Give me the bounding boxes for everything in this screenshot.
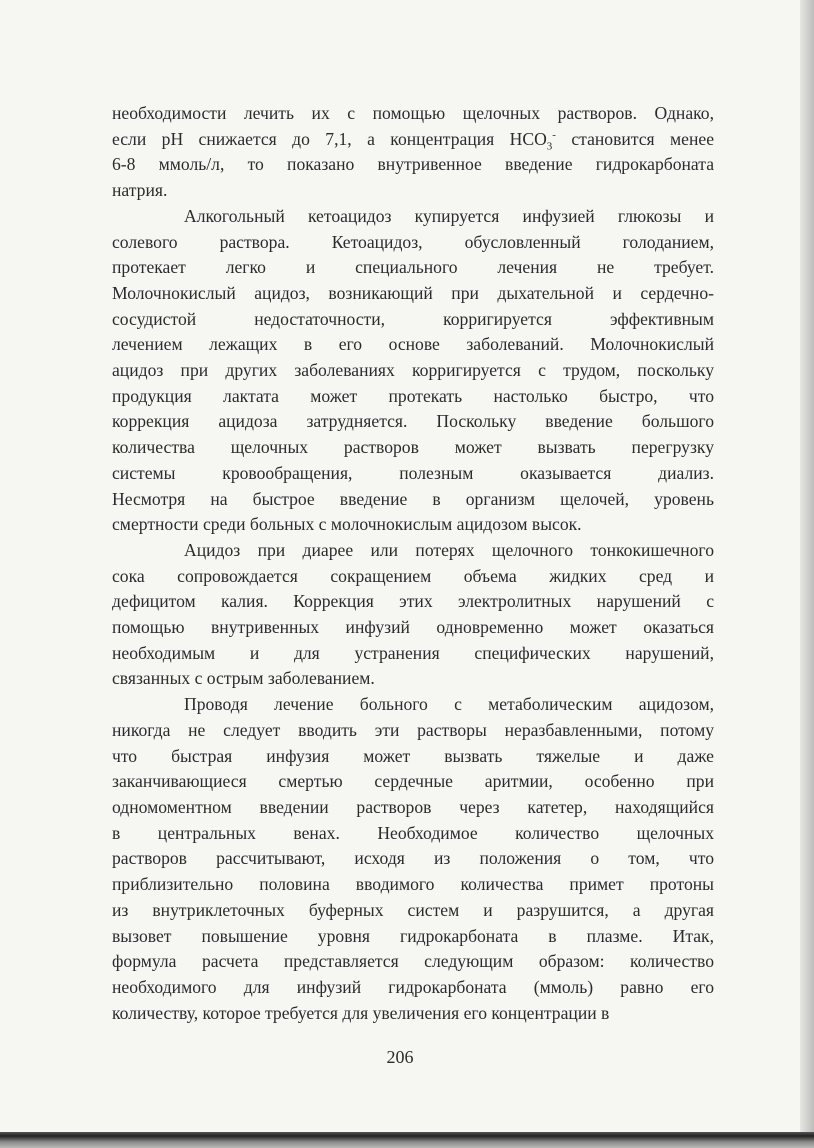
text-line: коррекция ацидоза затрудняется. Поскольку введение большого bbox=[112, 411, 714, 432]
text-line: никогда не следует вводить эти растворы неразбавленными, потому bbox=[112, 719, 714, 740]
text-line: Ацидоз при диарее или потерях щелочного тонкокишечного bbox=[184, 539, 714, 560]
text-line: в центральных венах. Необходимое количество щелочных bbox=[112, 822, 714, 843]
text-line: 6-8 ммоль/л, то показано внутривенное введение гидрокарбоната bbox=[112, 154, 714, 175]
text-line: формула расчета представляется следующим образом: количество bbox=[112, 951, 714, 972]
paragraph bbox=[112, 538, 714, 692]
text-line: приблизительно половина вводимого количества примет протоны bbox=[112, 874, 714, 895]
page-number: 206 bbox=[386, 1047, 414, 1067]
text-line: смертности среди больных с молочнокислым ацидозом высок. bbox=[112, 514, 582, 535]
text-line: натрия. bbox=[112, 180, 168, 201]
text-line: лечением лежащих в его основе заболеваний. Молочнокислый bbox=[112, 334, 714, 355]
scanner-bottom-edge bbox=[0, 1132, 814, 1148]
text-line: что быстрая инфузия может вызвать тяжелые и даже bbox=[112, 745, 714, 766]
body-text bbox=[112, 101, 714, 1026]
text-line: протекает легко и специального лечения не требует. bbox=[112, 257, 714, 278]
text-segment: становится менее bbox=[555, 128, 714, 149]
text-line: одномоментном введении растворов через катетер, находящийся bbox=[112, 796, 714, 817]
text-line bbox=[112, 127, 714, 153]
subscript: 3 bbox=[546, 140, 553, 153]
paragraph bbox=[112, 204, 714, 538]
text-line: связанных с острым заболеванием. bbox=[112, 668, 375, 689]
text-line: вызовет повышение уровня гидрокарбоната в плазме. Итак, bbox=[112, 925, 714, 946]
paragraph bbox=[112, 692, 714, 1026]
text-line: дефицитом калия. Коррекция этих электролитных нарушений с bbox=[112, 591, 714, 612]
text-line: сока сопровождается сокращением объема жидких сред и bbox=[112, 565, 714, 586]
text-line: необходимого для инфузий гидрокарбоната (ммоль) равно его bbox=[112, 976, 714, 997]
text-line: системы кровообращения, полезным оказывается диализ. bbox=[112, 462, 714, 483]
text-line: сосудистой недостаточности, корригируется эффективным bbox=[112, 308, 714, 329]
text-line: необходимости лечить их с помощью щелочных растворов. Однако, bbox=[112, 103, 714, 123]
superscript: - bbox=[552, 128, 556, 141]
text-line: солевого раствора. Кетоацидоз, обусловленный голоданием, bbox=[112, 231, 714, 252]
text-line: ацидоз при других заболеваниях корригируется с трудом, поскольку bbox=[112, 360, 714, 381]
text-line: необходимым и для устранения специфических нарушений, bbox=[112, 642, 714, 663]
text-line: Проводя лечение больного с метаболическим ацидозом, bbox=[184, 694, 714, 715]
text-line: количеству, которое требуется для увеличения его концентрации в bbox=[112, 1002, 610, 1023]
text-line: помощью внутривенных инфузий одновременно может оказаться bbox=[112, 617, 714, 638]
text-line: Молочнокислый ацидоз, возникающий при дыхательной и сердечно- bbox=[112, 282, 714, 303]
text-line: из внутриклеточных буферных систем и разрушится, а другая bbox=[112, 899, 714, 920]
text-segment: если pH снижается до 7,1, а концентрация HCO bbox=[112, 128, 547, 149]
page-edge-shadow bbox=[800, 0, 814, 1148]
text-line: количества щелочных растворов может вызвать перегрузку bbox=[112, 437, 714, 458]
text-line: растворов рассчитывают, исходя из положения о том, что bbox=[112, 848, 714, 869]
paragraph bbox=[112, 101, 714, 204]
text-line: заканчивающиеся смертью сердечные аритмии, особенно при bbox=[112, 771, 714, 792]
text-line: продукция лактата может протекать настолько быстро, что bbox=[112, 385, 714, 406]
text-line: Несмотря на быстрое введение в организм щелочей, уровень bbox=[112, 488, 714, 509]
text-line: Алкогольный кетоацидоз купируется инфузией глюкозы и bbox=[184, 205, 714, 226]
